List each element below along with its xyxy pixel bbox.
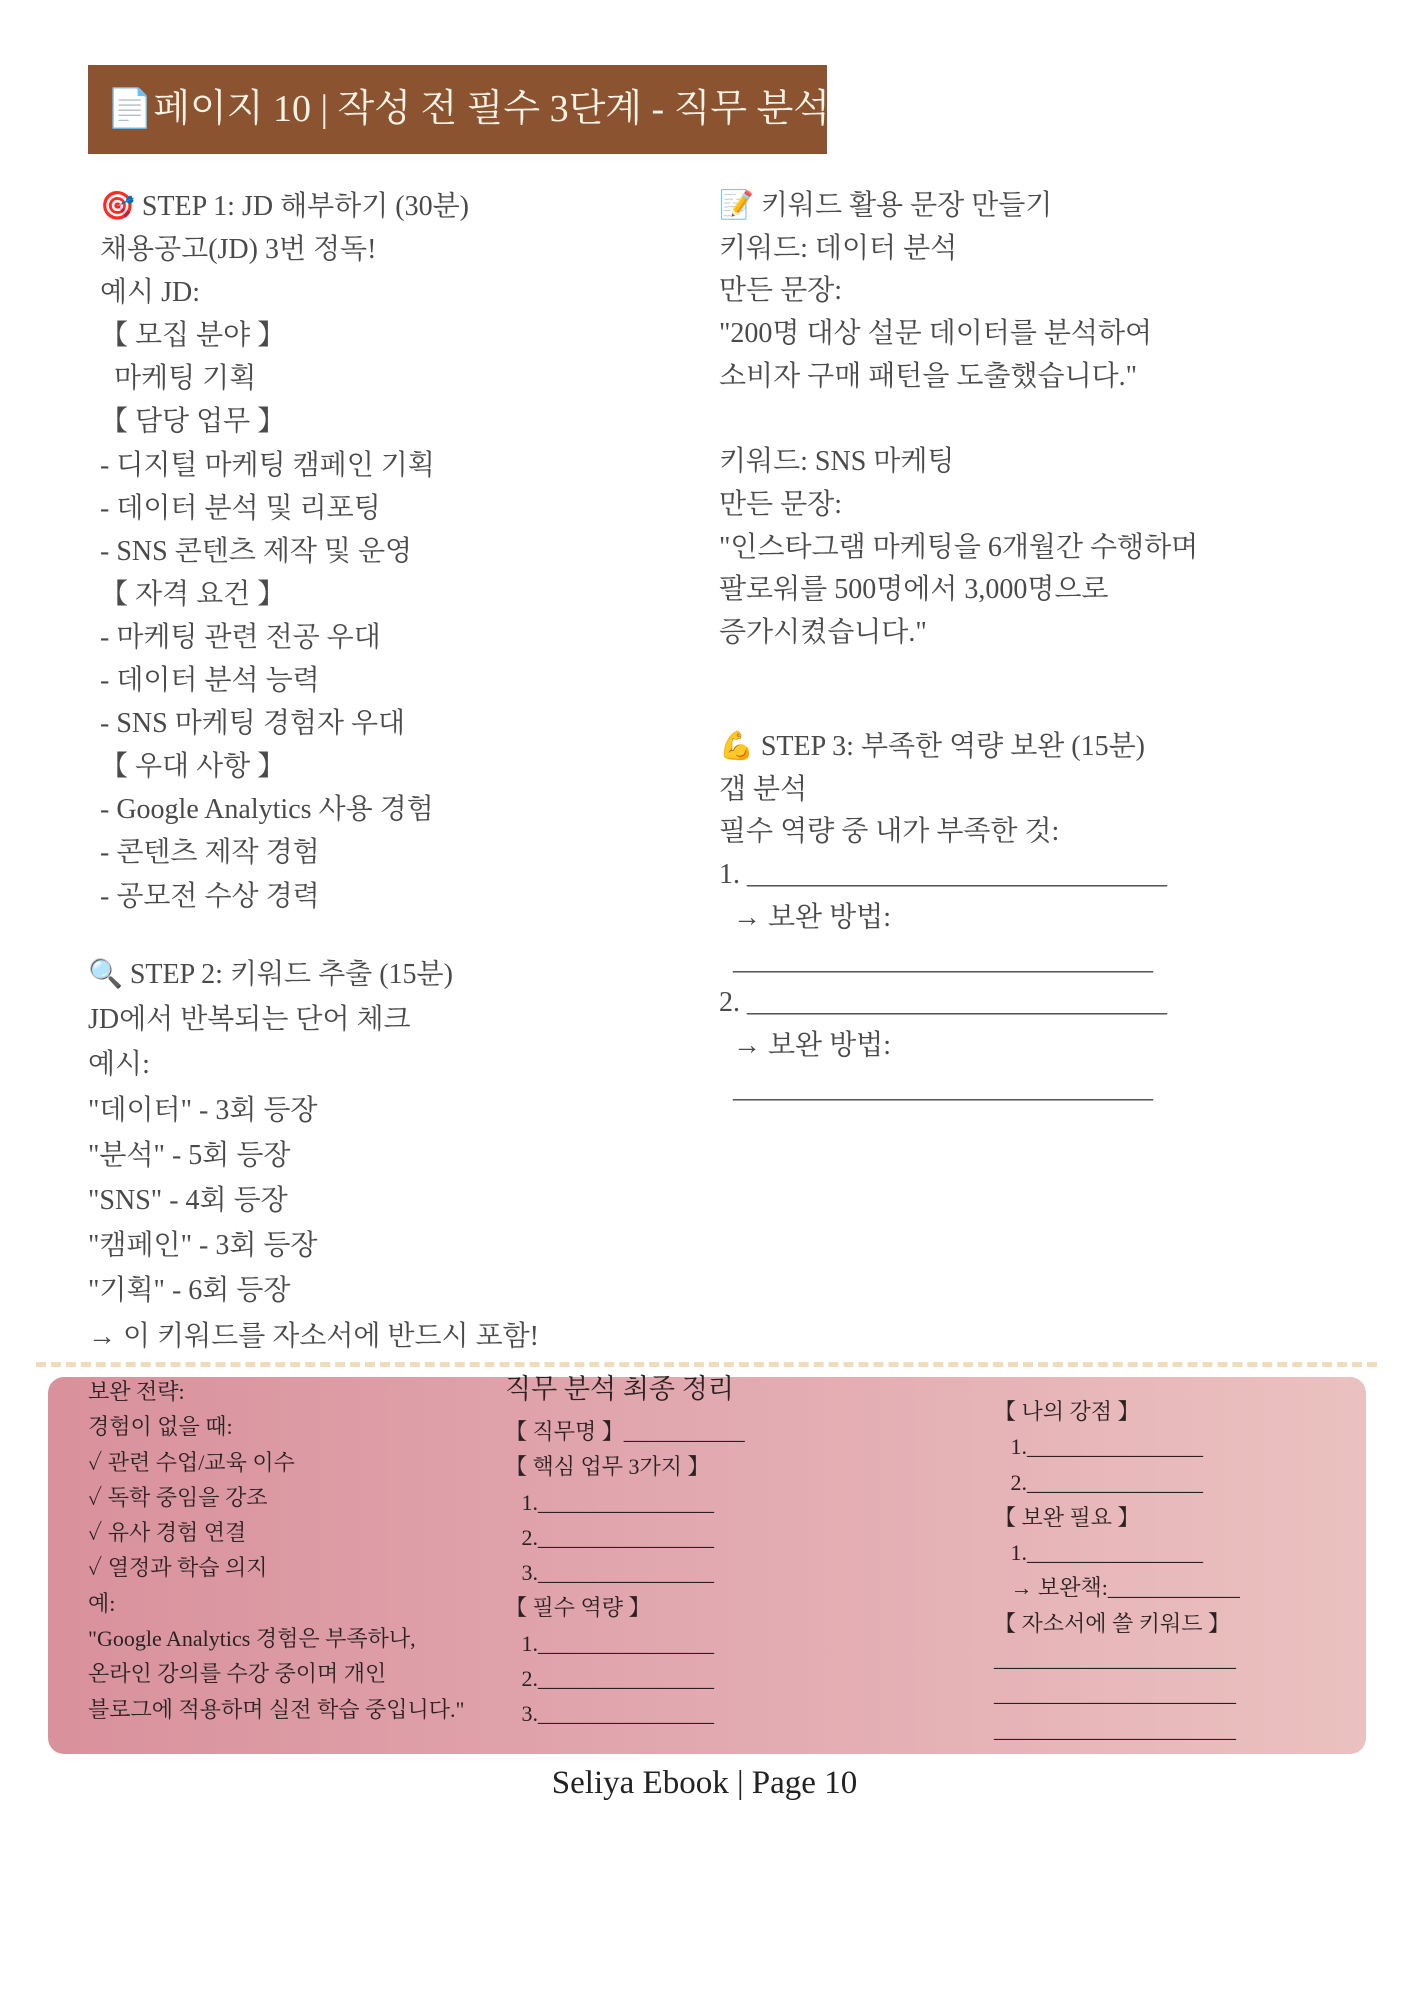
text-line: - SNS 콘텐츠 제작 및 운영: [100, 535, 413, 567]
summary-column: [505, 1414, 745, 1732]
text-line: 소비자 구매 패턴을 도출했습니다.": [719, 360, 1138, 392]
text-line: [719, 399, 1198, 442]
text-line: ______________________________: [719, 944, 1153, 976]
text-line: 1.________________: [994, 1540, 1203, 1566]
text-line: "SNS" - 4회 등장: [88, 1185, 288, 1217]
text-line: 【 나의 강점 】: [994, 1399, 1140, 1424]
text-line: 예시:: [88, 1049, 150, 1081]
text-line: ______________________: [994, 1716, 1236, 1742]
text-line: JD에서 반복되는 단어 체크: [88, 1004, 411, 1036]
text-line: ______________________: [994, 1646, 1236, 1672]
text-line: "200명 대상 설문 데이터를 분석하여: [719, 318, 1153, 350]
text-line: 1.________________: [994, 1434, 1203, 1460]
step3-section: [719, 726, 1167, 1110]
text-line: 예:: [88, 1590, 116, 1616]
text-line: 【 필수 역량 】: [505, 1595, 651, 1621]
text-line: ______________________: [994, 1681, 1236, 1707]
text-line: - 콘텐츠 제작 경험: [100, 837, 320, 869]
text-line: 🔍 STEP 2: 키워드 추출 (15분): [88, 959, 453, 990]
text-line: "기획" - 6회 등장: [88, 1275, 291, 1307]
text-line: 키워드: SNS 마케팅: [719, 446, 955, 478]
step1-section: [100, 185, 469, 918]
text-line: 【 직무명 】___________: [505, 1419, 745, 1444]
text-line: 1.________________: [505, 1630, 714, 1656]
text-line: 【 담당 업무 】: [100, 406, 286, 438]
text-line: 💪 STEP 3: 부족한 역량 보완 (15분): [719, 731, 1145, 762]
text-line: - Google Analytics 사용 경험: [100, 794, 434, 826]
text-line: 1. ______________________________: [719, 859, 1167, 891]
text-line: 필수 역량 중 내가 부족한 것:: [719, 816, 1060, 848]
text-line: 2. ______________________________: [719, 987, 1167, 1019]
text-line: → 이 키워드를 자소서에 반드시 포함!: [88, 1320, 539, 1352]
text-line: 블로그에 적용하며 실전 학습 중입니다.": [88, 1696, 465, 1722]
text-line: - 디지털 마케팅 캠페인 기획: [100, 449, 435, 481]
text-line: 경험이 없을 때:: [88, 1414, 233, 1440]
text-line: ✓ 유사 경험 연결: [88, 1520, 247, 1546]
text-line: 만든 문장:: [719, 488, 842, 520]
page-footer: Seliya Ebook | Page 10: [551, 1765, 858, 1801]
text-line: - 마케팅 관련 전공 우대: [100, 621, 381, 653]
text-line: - 데이터 분석 능력: [100, 665, 320, 697]
text-line: 온라인 강의를 수강 중이며 개인: [88, 1661, 387, 1687]
text-line: ✓ 열정과 학습 의지: [88, 1555, 268, 1581]
summary-title: 직무 분석 최종 정리: [505, 1374, 734, 1404]
text-line: → 보완 방법:: [719, 1029, 891, 1061]
text-line: 🎯 STEP 1: JD 해부하기 (30분): [100, 191, 469, 222]
text-line: 【 자소서에 쓸 키워드 】: [994, 1610, 1231, 1636]
text-line: 2.________________: [505, 1666, 714, 1692]
step2-section: [88, 952, 539, 1359]
text-line: 팔로워를 500명에서 3,000명으로: [719, 574, 1109, 606]
text-line: "데이터" - 3회 등장: [88, 1094, 318, 1126]
text-line: - SNS 마케팅 경험자 우대: [100, 708, 406, 740]
text-line: 마케팅 기획: [100, 363, 257, 395]
page-title-banner: [88, 65, 831, 154]
text-line: 2.________________: [505, 1524, 714, 1550]
keyword-sentence-section: [719, 185, 1198, 655]
text-line: 예시 JD:: [100, 277, 200, 309]
text-line: 2.________________: [994, 1469, 1203, 1495]
text-line: 보완 전략:: [88, 1379, 185, 1404]
text-line: 【 보완 필요 】: [994, 1504, 1140, 1530]
page-title: 페이지 10 | 작성 전 필수 3단계 - 직무 분석: [153, 88, 831, 130]
text-line: → 보완 방법:: [719, 901, 891, 933]
text-line: 📝 키워드 활용 문장 만들기: [719, 190, 1053, 221]
text-line: ______________________________: [719, 1072, 1153, 1104]
text-line: - 공모전 수상 경력: [100, 880, 320, 912]
page-icon: 📄: [106, 88, 154, 130]
text-line: 3.________________: [505, 1560, 714, 1586]
text-line: ✓ 독학 중임을 강조: [88, 1484, 268, 1510]
text-line: 3.________________: [505, 1701, 714, 1727]
text-line: "분석" - 5회 등장: [88, 1139, 291, 1171]
summary-box: [48, 1374, 1366, 1754]
text-line: 【 핵심 업무 3가지 】: [505, 1454, 710, 1480]
text-line: "캠페인" - 3회 등장: [88, 1230, 318, 1262]
text-line: "인스타그램 마케팅을 6개월간 수행하며: [719, 531, 1199, 563]
text-line: ✓ 관련 수업/교육 이수: [88, 1449, 295, 1475]
text-line: 【 자격 요건 】: [100, 578, 286, 610]
text-line: 증가시켰습니다.": [719, 617, 927, 649]
text-line: → 보완책:____________: [994, 1575, 1240, 1601]
text-line: 【 우대 사항 】: [100, 751, 286, 783]
text-line: 채용공고(JD) 3번 정독!: [100, 234, 377, 266]
text-line: 1.________________: [505, 1489, 714, 1515]
text-line: 갭 분석: [719, 773, 808, 805]
text-line: 만든 문장:: [719, 275, 842, 307]
text-line: - 데이터 분석 및 리포팅: [100, 492, 381, 524]
strengths-column: [994, 1394, 1240, 1747]
dashed-divider: [36, 1362, 1377, 1367]
text-line: 키워드: 데이터 분석: [719, 232, 958, 264]
text-line: "Google Analytics 경험은 부족하나,: [88, 1626, 416, 1652]
text-line: 【 모집 분야 】: [100, 320, 286, 352]
strategy-column: [88, 1374, 465, 1727]
